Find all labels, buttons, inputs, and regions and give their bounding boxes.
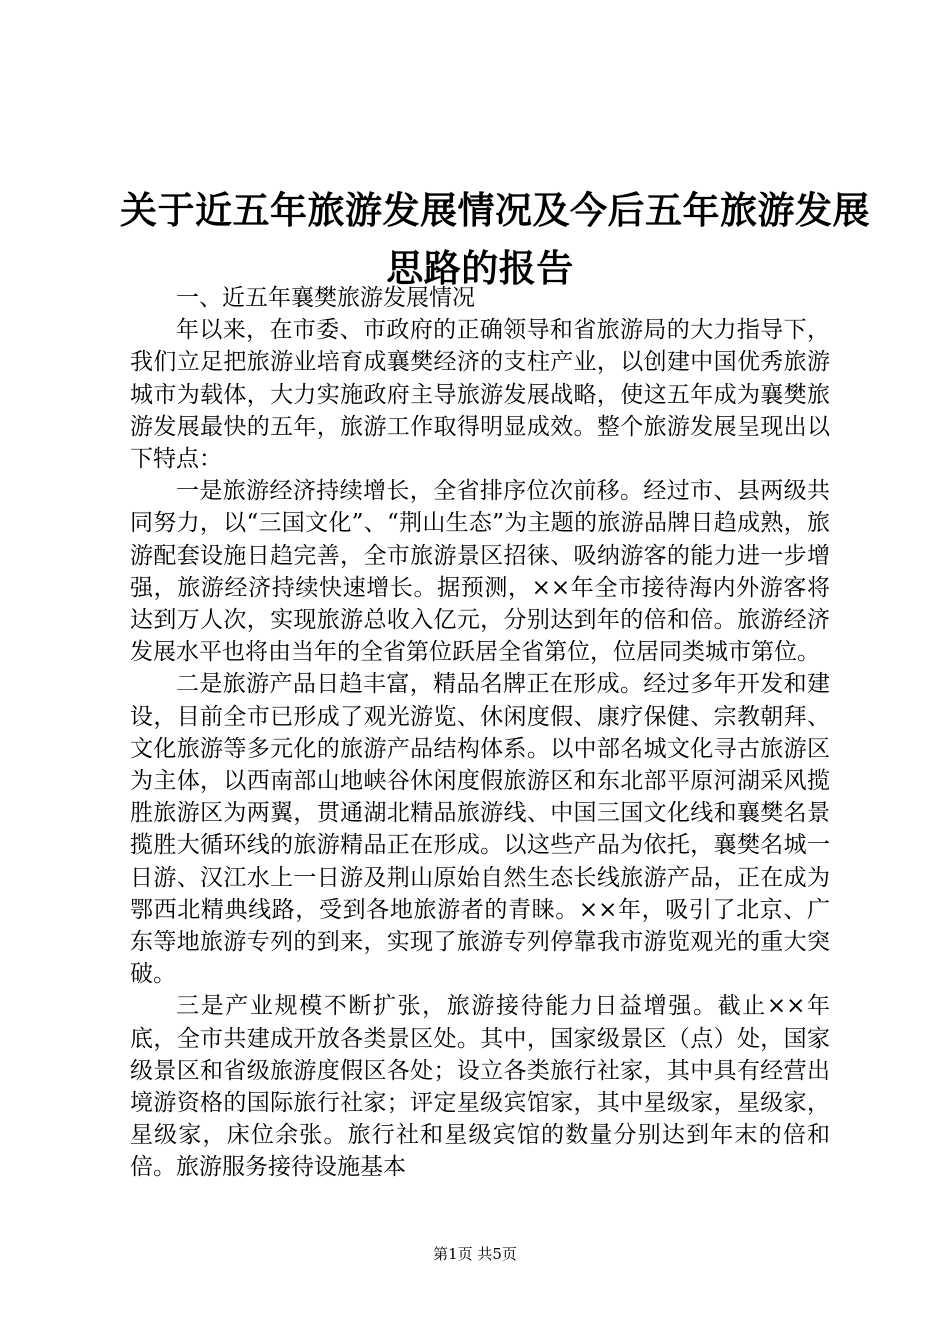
paragraph-intro: 年以来，在市委、市政府的正确领导和省旅游局的大力指导下，我们立足把旅游业培育成襄樊经济的支柱产业，以创建中国优秀旅游城市为载体，大力实施政府主导旅游发展战略，使这五年成为襄樊旅游发展最快的五年，旅游工作取得明显成效。整个旅游发展呈现出以下特点：	[130, 317, 830, 473]
paragraph-point-3: 三是产业规模不断扩张，旅游接待能力日益增强。截止××年底，全市共建成开放各类景区处。其中，国家级景区（点）处，国家级景区和省级旅游度假区各处；设立各类旅行社家，其中具有经营出境游资格的国际旅行社家；评定星级宾馆家，其中星级家，星级家，星级家，床位余张。旅行社和星级宾馆的数量分别达到年末的倍和倍。旅游服务接待设施基本	[130, 993, 830, 1181]
section-heading: 一、近五年襄樊旅游发展情况	[176, 285, 475, 311]
paragraph-point-1: 一是旅游经济持续增长，全省排序位次前移。经过市、县两级共同努力，以“三国文化”、“荆山生态”为主题的旅游品牌日趋成熟，旅游配套设施日趋完善，全市旅游景区招徕、吸纳游客的能力进一步增强，旅游经济持续快速增长。据预测，××年全市接待海内外游客将达到万人次，实现旅游总收入亿元，分别达到年的倍和倍。旅游经济发展水平也将由当年的全省第位跃居全省第位，位居同类城市第位。	[130, 478, 830, 666]
paragraph-point-2: 二是旅游产品日趋丰富，精品名牌正在形成。经过多年开发和建设，目前全市已形成了观光游览、休闲度假、康疗保健、宗教朝拜、文化旅游等多元化的旅游产品结构体系。以中部名城文化寻古旅游区为主体，以西南部山地峡谷休闲度假旅游区和东北部平原河湖采风揽胜旅游区为两翼，贯通湖北精品旅游线、中国三国文化线和襄樊名景揽胜大循环线的旅游精品正在形成。以这些产品为依托，襄樊名城一日游、汉江水上一日游及荆山原始自然生态长线旅游产品，正在成为鄂西北精典线路，受到各地旅游者的青睐。××年，吸引了北京、广东等地旅游专列的到来，实现了旅游专列停靠我市游览观光的重大突破。	[130, 671, 830, 988]
page-footer: 第1页 共5页	[433, 1245, 517, 1263]
document-title-line-1: 关于近五年旅游发展情况及今后五年旅游发展	[120, 189, 870, 232]
document-body	[130, 282, 830, 1184]
document-title-line-2: 思路的报告	[386, 247, 574, 290]
